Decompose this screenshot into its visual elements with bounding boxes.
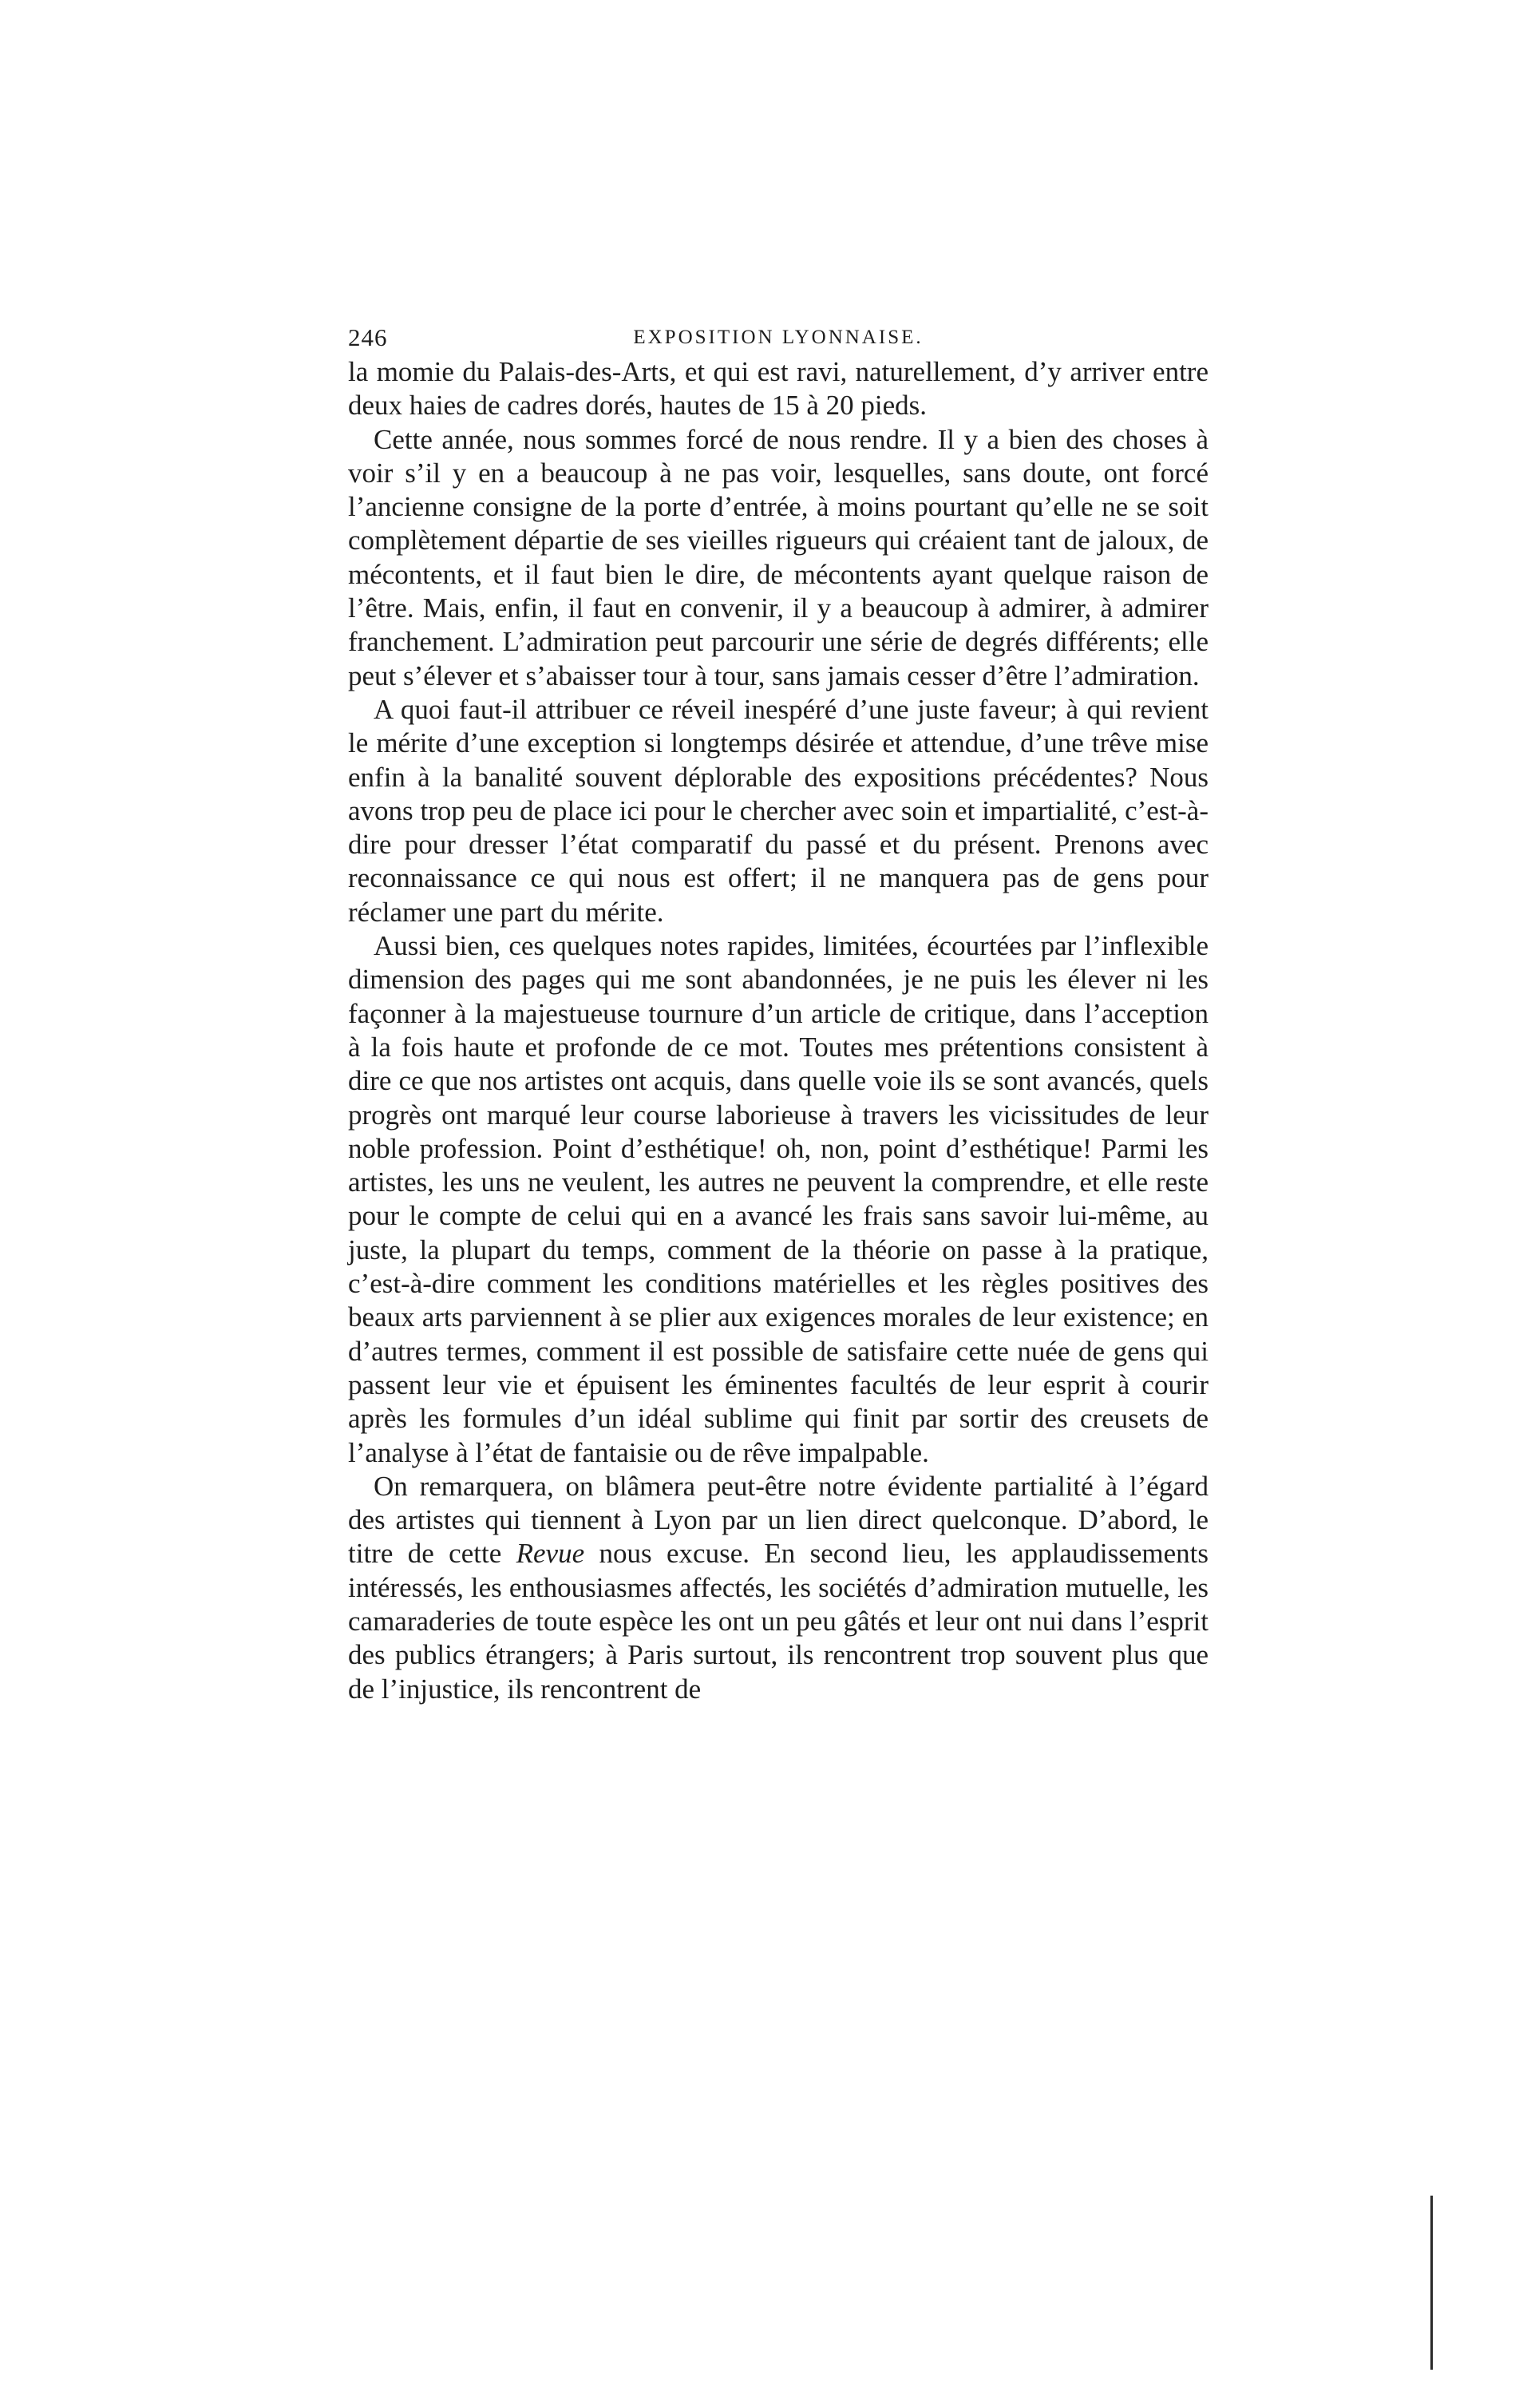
text-segment: On remarquera, on blâmera peut-être notre évidente partialité à l’égard des artistes qui tiennent à Lyon par un lien direct quelconque. D’abord, le titre de cette bbox=[348, 1470, 1209, 1570]
text-segment: A quoi faut-il attribuer ce réveil inespéré d’une juste faveur; à qui revient le mérite d’une exception si longtemps désirée et attendue, d’une trêve mise enfin à la banalité souvent déplorable des expositions précédentes? Nous avons trop peu de place ici pour le chercher avec soin et impartialité, c’est-à-dire pour dresser l’état comparatif du passé et du présent. Prenons avec reconnaissance ce qui nous est offert; il ne manquera pas de gens pour réclamer une part du mérite. bbox=[348, 693, 1209, 928]
text-column bbox=[348, 320, 1209, 1706]
page-number: 246 bbox=[348, 323, 388, 351]
text-segment: la momie du Palais-des-Arts, et qui est ravi, naturellement, d’y arriver entre deux haies de cadres dorés, hautes de 15 à 20 pieds. bbox=[348, 356, 1209, 422]
paragraph bbox=[348, 1470, 1209, 1706]
running-header bbox=[348, 320, 1209, 355]
paragraph bbox=[348, 693, 1209, 929]
text-segment: Cette année, nous sommes forcé de nous rendre. Il y a bien des choses à voir s’il y en a beaucoup à ne pas voir, lesquelles, sans doute, ont forcé l’ancienne consigne de la porte d’entrée, à moins pourtant qu’elle ne se soit complètement départie de ses vieilles rigueurs qui créaient tant de jaloux, de mécontents, et il faut bien le dire, de mécontents ayant quelque raison de l’être. Mais, enfin, il faut en convenir, il y a beaucoup à admirer, à admirer franchement. L’admiration peut parcourir une série de degrés différents; elle peut s’élever et s’abaisser tour à tour, sans jamais cesser d’être l’admiration. bbox=[348, 423, 1209, 691]
running-title: EXPOSITION LYONNAISE. bbox=[633, 327, 924, 348]
text-segment: nous excuse. En second lieu, les applaudissements intéressés, les enthousiasmes affectés, les sociétés d’admiration mutuelle, les camaraderies de toute espèce les ont un peu gâtés et leur ont nui dans l’esprit des publics étrangers; à Paris surtout, ils rencontrent trop souvent plus que de l’injustice, ils rencontrent de bbox=[348, 1538, 1209, 1705]
paragraph bbox=[348, 929, 1209, 1470]
body-text bbox=[348, 355, 1209, 1706]
italic-text: Revue bbox=[516, 1538, 585, 1570]
paragraph bbox=[348, 423, 1209, 693]
paragraph bbox=[348, 355, 1209, 423]
margin-line bbox=[1430, 2196, 1433, 2370]
text-segment: Aussi bien, ces quelques notes rapides, limitées, écourtées par l’inflexible dimension des pages qui me sont abandonnées, je ne puis les élever ni les façonner à la majestueuse tournure d’un article de critique, dans l’acception à la fois haute et profonde de ce mot. Toutes mes prétentions consistent à dire ce que nos artistes ont acquis, dans quelle voie ils se sont avancés, quels progrès ont marqué leur course laborieuse à travers les vicissitudes de leur noble profession. Point d’esthétique! oh, non, point d’esthétique! Parmi les artistes, les uns ne veulent, les autres ne peuvent la comprendre, et elle reste pour le compte de celui qui en a avancé les frais sans savoir lui-même, au juste, la plupart du temps, comment de la théorie on passe à la pratique, c’est-à-dire comment les conditions matérielles et les règles positives des beaux arts parviennent à se plier aux exigences morales de leur existence; en d’autres termes, comment il est possible de satisfaire cette nuée de gens qui passent leur vie et épuisent les éminentes facultés de leur esprit à courir après les formules d’un idéal sublime qui finit par sortir des creusets de l’analyse à l’état de fantaisie ou de rêve impalpable. bbox=[348, 930, 1209, 1468]
